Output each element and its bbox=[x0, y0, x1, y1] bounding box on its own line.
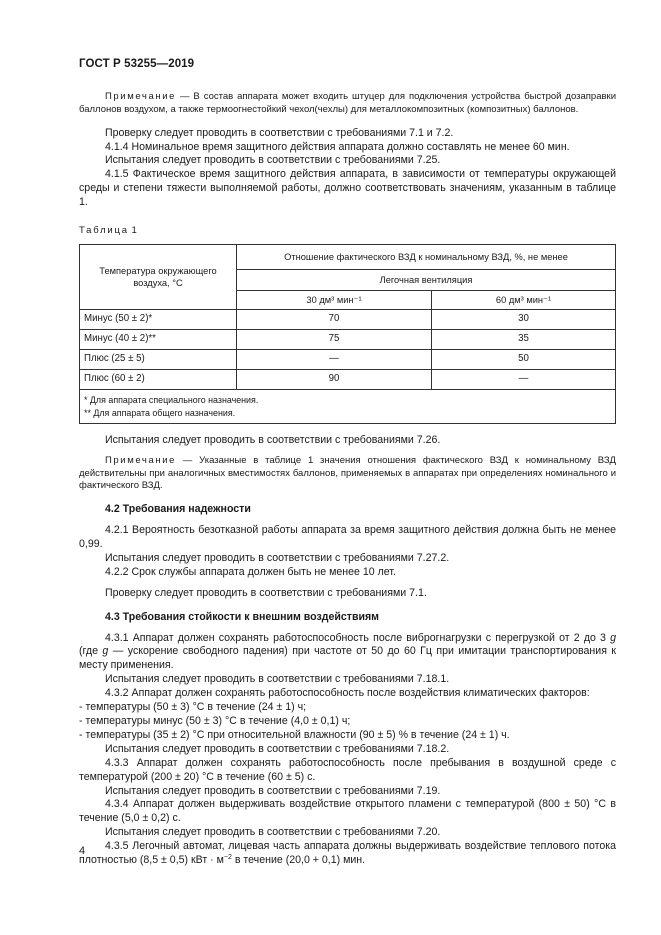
symbol-g: g bbox=[610, 631, 616, 644]
section-heading-4-3: 4.3 Требования стойкости к внешним воздействиям bbox=[105, 610, 380, 623]
clause-4-3-2: 4.3.2 Аппарат должен сохранять работоспособность после воздействия климатических факторов: bbox=[105, 687, 590, 700]
table-caption-number: 1 bbox=[128, 225, 137, 237]
table-row bbox=[80, 369, 616, 389]
clause-4-3-3: 4.3.3 Аппарат должен сохранять работоспособность после пребывания в воздушной среде с температурой (200 ± 20) °С в течение (60 ± 5) с. bbox=[79, 756, 616, 783]
list-item: - температуры (50 ± 3) °С в течение (24 ± 1) ч; bbox=[79, 701, 307, 714]
table-footnotes-row bbox=[80, 389, 616, 423]
clause-text: — ускорение свободного падения) при частоте от 50 до 60 Гц при имитации транспортирования к месту применения. bbox=[79, 645, 616, 672]
paragraph: Испытания следует проводить в соответствии с требованиями 7.19. bbox=[105, 784, 441, 797]
clause-4-2-1: 4.2.1 Вероятность безотказной работы аппарата за время защитного действия должна быть не менее 0,99. bbox=[79, 524, 616, 551]
note-paragraph bbox=[79, 91, 616, 117]
table-cell-60: 50 bbox=[432, 349, 616, 369]
table-cell-60: — bbox=[432, 369, 616, 389]
table-cell-temp: Плюс (60 ± 2) bbox=[80, 369, 237, 389]
page-number: 4 bbox=[79, 845, 86, 857]
table-cell-30: — bbox=[237, 349, 432, 369]
table-row bbox=[80, 309, 616, 329]
table-cell-temp: Минус (40 ± 2)** bbox=[80, 329, 237, 349]
table-cell-30: 75 bbox=[237, 329, 432, 349]
paragraph: Испытания следует проводить в соответствии с требованиями 7.25. bbox=[105, 154, 441, 167]
list-item: - температуры (35 ± 2) °С при относительной влажности (90 ± 5) % в течение (24 ± 1) ч. bbox=[79, 728, 510, 741]
paragraph: Проверку следует проводить в соответствии с требованиями 7.1 и 7.2. bbox=[105, 126, 454, 139]
table-caption bbox=[79, 224, 616, 238]
clause-4-2-2: 4.2.2 Срок службы аппарата должен быть не менее 10 лет. bbox=[105, 565, 396, 578]
table-1 bbox=[79, 244, 616, 424]
paragraph: Испытания следует проводить в соответствии с требованиями 7.20. bbox=[105, 826, 441, 839]
clause-4-3-1 bbox=[79, 632, 616, 674]
table-header-30: 30 дм³ мин⁻¹ bbox=[237, 290, 432, 309]
table-cell-30: 70 bbox=[237, 309, 432, 329]
clause-text: в течение (20,0 + 0,1) мин. bbox=[231, 854, 366, 867]
table-footnote: ** Для аппарата общего назначения. bbox=[84, 407, 236, 418]
table-header-ratio: Отношение фактического ВЗД к номинальному ВЗД, %, не менее bbox=[237, 244, 616, 269]
note-label: Примечание bbox=[105, 91, 176, 102]
clause-4-3-5 bbox=[79, 840, 616, 868]
table-header-temperature: Температура окружающего воздуха, °С bbox=[80, 244, 237, 309]
table-row bbox=[80, 329, 616, 349]
paragraph: Испытания следует проводить в соответствии с требованиями 7.18.1. bbox=[105, 673, 450, 686]
table-cell-temp: Плюс (25 ± 5) bbox=[80, 349, 237, 369]
table-footnote: * Для аппарата специального назначения. bbox=[84, 394, 259, 405]
note-label: Примечание bbox=[105, 454, 176, 466]
note-paragraph bbox=[79, 455, 616, 493]
table-header-row bbox=[80, 244, 616, 269]
clause-text: (где bbox=[79, 645, 103, 658]
table-cell-temp: Минус (50 ± 2)* bbox=[80, 309, 237, 329]
note-text: — Указанные в таблице 1 значения отношения фактического ВЗД к номинальному ВЗД действительны при аналогичных вместимостях баллонов, применяемых в аппаратах при определениях номинального и фактического ВЗД. bbox=[79, 454, 616, 492]
table-cell-30: 90 bbox=[237, 369, 432, 389]
paragraph: Проверку следует проводить в соответствии с требованиями 7.1. bbox=[105, 586, 427, 599]
note-text: — В состав аппарата может входить штуцер для подключения устройства быстрой дозаправки баллонов воздухом, а также термоогнестойкий чехол(чехлы) для металлокомпозитных (композитных) баллонов. bbox=[79, 91, 616, 115]
table-cell-60: 35 bbox=[432, 329, 616, 349]
table-row bbox=[80, 349, 616, 369]
climate-list bbox=[79, 701, 616, 743]
paragraph: Испытания следует проводить в соответствии с требованиями 7.27.2. bbox=[105, 551, 450, 564]
list-item: - температуры минус (50 ± 3) °С в течение (4,0 ± 0,1) ч; bbox=[79, 715, 351, 728]
paragraph: Испытания следует проводить в соответствии с требованиями 7.18.2. bbox=[105, 742, 450, 755]
clause-4-3-4: 4.3.4 Аппарат должен выдерживать воздействие открытого пламени с температурой (800 ± 50) °С в течение (5,0 ± 0,2) с. bbox=[79, 798, 616, 825]
table-footnotes bbox=[80, 389, 616, 423]
table-cell-60: 30 bbox=[432, 309, 616, 329]
page-content bbox=[79, 91, 616, 868]
clause-4-1-4: 4.1.4 Номинальное время защитного действия аппарата должно составлять не менее 60 мин. bbox=[105, 140, 570, 153]
superscript: −2 bbox=[223, 854, 232, 862]
table-header-ventilation: Легочная вентиляция bbox=[237, 269, 616, 290]
clause-text: 4.3.1 Аппарат должен сохранять работоспособность после виброгнагрузки с перегрузкой от 2 до 3 bbox=[105, 631, 611, 644]
clause-4-1-5: 4.1.5 Фактическое время защитного действия аппарата, в зависимости от температуры окружающей среды и степени тяжести выполняемой работы, должно соответствовать значениям, указанным в таблице 1. bbox=[79, 168, 616, 209]
symbol-g: g bbox=[102, 645, 109, 658]
paragraph: Испытания следует проводить в соответствии с требованиями 7.26. bbox=[105, 433, 441, 446]
standard-header: ГОСТ Р 53255—2019 bbox=[79, 58, 195, 70]
section-heading-4-2: 4.2 Требования надежности bbox=[105, 503, 251, 516]
clause-text: 4.3.5 Легочный автомат, лицевая часть аппарата должны выдерживать воздействие теплового потока плотностью (8,5 ± 0,5) кВт · м bbox=[79, 840, 616, 867]
table-header-60: 60 дм³ мин⁻¹ bbox=[432, 290, 616, 309]
table-caption-label: Таблица bbox=[79, 225, 129, 237]
